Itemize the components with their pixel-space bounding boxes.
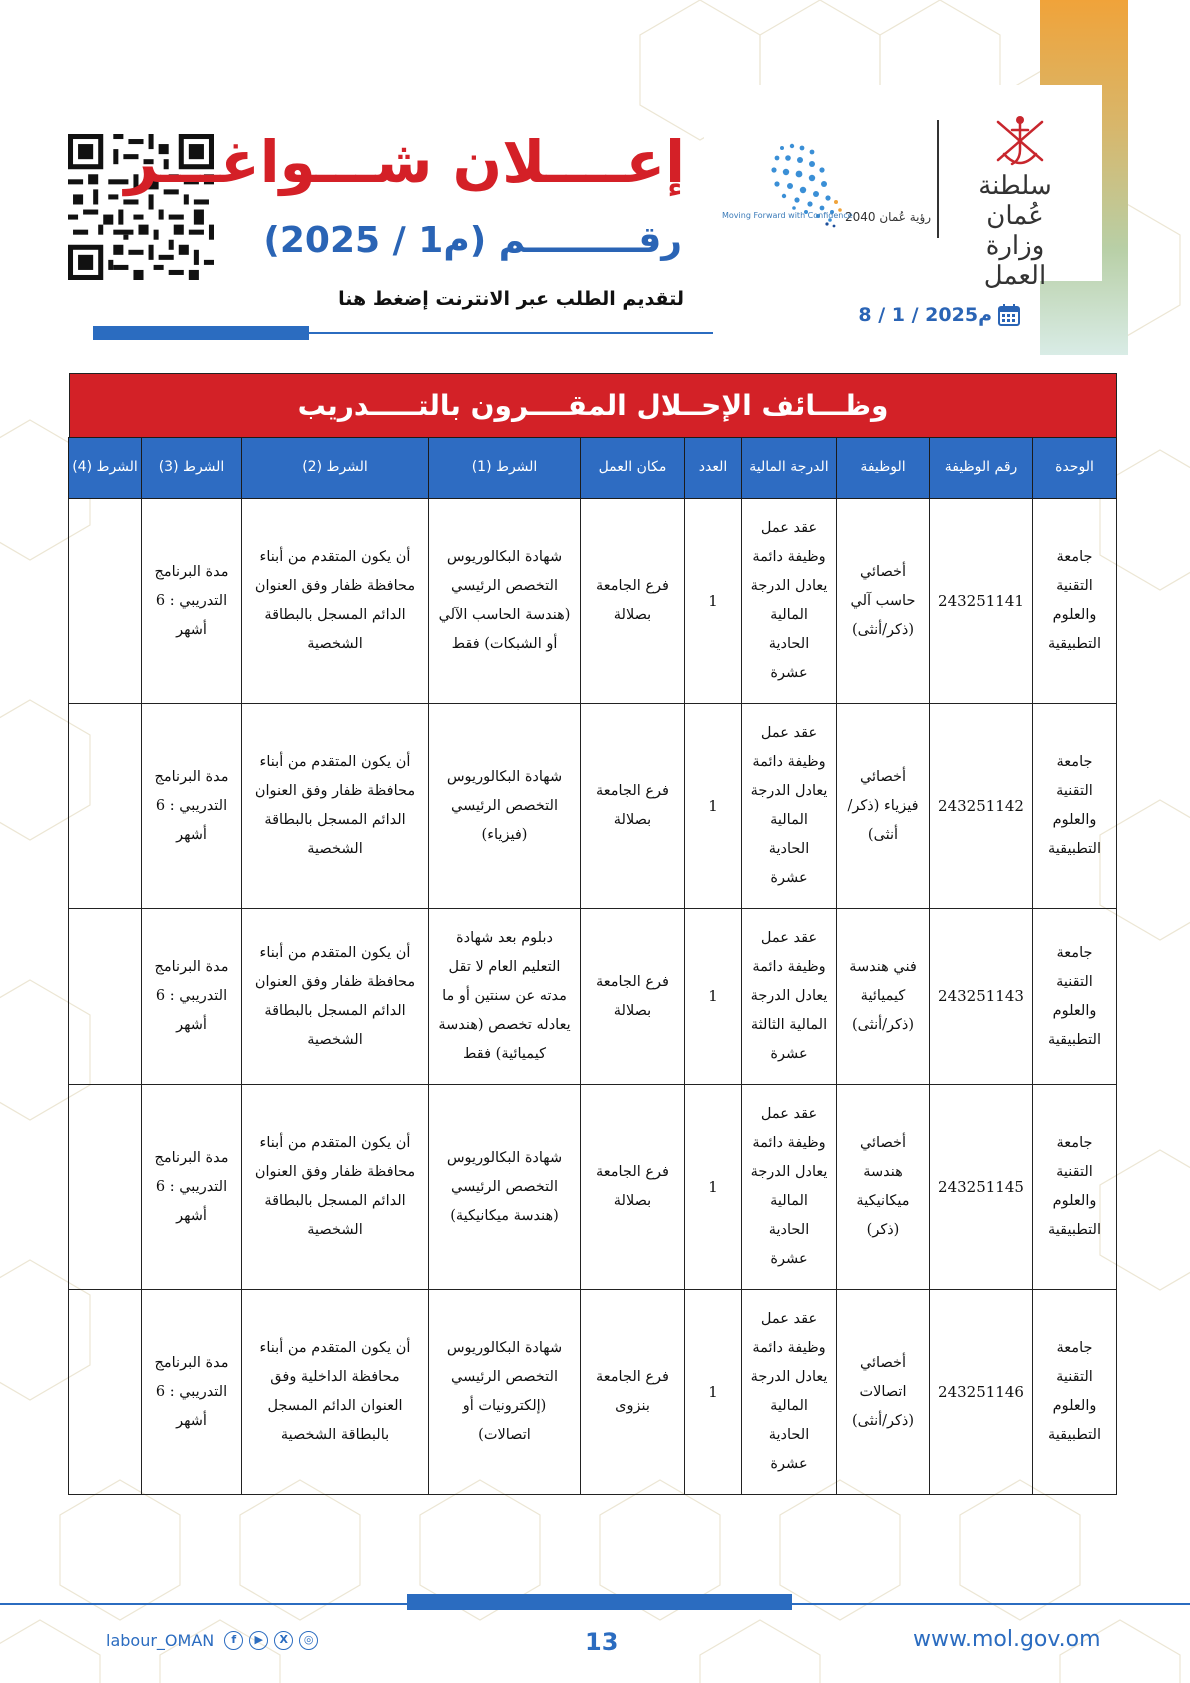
cell-workplace: فرع الجامعة بصلالة (581, 499, 685, 704)
cell-condition-2: أن يكون المتقدم من أبناء محافظة ظفار وفق العنوان الدائم المسجل بالبطاقة الشخصية (242, 704, 429, 909)
website-link[interactable]: www.mol.gov.om (913, 1627, 1101, 1652)
cell-condition-1: شهادة البكالوريوس التخصص الرئيسي (إلكترونيات أو اتصالات) (429, 1290, 581, 1495)
table-row (69, 704, 1117, 909)
table-row (69, 499, 1117, 704)
col-header-unit: الوحدة (1033, 438, 1117, 499)
ministry-line-2: وزارة العمل (983, 230, 1047, 291)
cell-unit: جامعة التقنية والعلوم التطبيقية (1033, 1085, 1117, 1290)
cell-unit: جامعة التقنية والعلوم التطبيقية (1033, 704, 1117, 909)
social-links (106, 1631, 318, 1650)
cell-grade: عقد عمل وظيفة دائمة يعادل الدرجة المالية الحادية عشرة (742, 1290, 837, 1495)
cell-grade: عقد عمل وظيفة دائمة يعادل الدرجة المالية الحادية عشرة (742, 499, 837, 704)
cell-condition-3: مدة البرنامج التدريبي : 6 أشهر (142, 1290, 242, 1495)
cell-condition-3: مدة البرنامج التدريبي : 6 أشهر (142, 1085, 242, 1290)
page-number: 13 (585, 1628, 619, 1656)
cell-condition-2: أن يكون المتقدم من أبناء محافظة الداخلية وفق العنوان الدائم المسجل بالبطاقة الشخصية (242, 1290, 429, 1495)
date-block (858, 304, 1020, 326)
cell-condition-4 (69, 909, 142, 1085)
cell-job-number: 243251143 (930, 909, 1033, 1085)
apply-online-link[interactable]: لتقديم الطلب عبر الانترنت إضغط هنا (338, 288, 684, 310)
table-row (69, 1085, 1117, 1290)
table-row (69, 909, 1117, 1085)
cell-count: 1 (685, 909, 742, 1085)
cell-job-number: 243251142 (930, 704, 1033, 909)
instagram-icon[interactable]: ◎ (299, 1631, 318, 1650)
cell-job: أخصائي حاسب آلي (ذكر/أنثى) (837, 499, 930, 704)
cell-job-number: 243251141 (930, 499, 1033, 704)
cell-unit: جامعة التقنية والعلوم التطبيقية (1033, 909, 1117, 1085)
oman-emblem (990, 112, 1050, 174)
calendar-icon (998, 304, 1020, 326)
announcement-number: رقـــــــــم (م1 / 2025) (263, 220, 682, 261)
col-header-condition-3: الشرط (3) (142, 438, 242, 499)
announcement-title: إعــــلان شـــواغـــر (124, 128, 685, 196)
cell-job: فني هندسة كيميائية (ذكر/أنثى) (837, 909, 930, 1085)
facebook-icon[interactable]: f (224, 1631, 243, 1650)
cell-workplace: فرع الجامعة بنزوى (581, 1290, 685, 1495)
ministry-line-1: سلطنة عُمان (978, 171, 1052, 231)
cell-condition-2: أن يكون المتقدم من أبناء محافظة ظفار وفق العنوان الدائم المسجل بالبطاقة الشخصية (242, 1085, 429, 1290)
cell-condition-1: دبلوم بعد شهادة التعليم العام لا تقل مدته عن سنتين أو ما يعادله تخصص (هندسة كيميائية) فقط (429, 909, 581, 1085)
cell-count: 1 (685, 499, 742, 704)
x-icon[interactable]: X (274, 1631, 293, 1650)
col-header-job-number: رقم الوظيفة (930, 438, 1033, 499)
col-header-condition-4: الشرط (4) (69, 438, 142, 499)
table-title: وظـــائف الإحــلال المقــــرون بالتـــــدريب (69, 373, 1117, 437)
cell-condition-3: مدة البرنامج التدريبي : 6 أشهر (142, 499, 242, 704)
table-row (69, 1290, 1117, 1495)
moving-forward-label: Moving Forward with Confidence (722, 211, 853, 220)
announcement-date: 8 / 1 / 2025م (858, 304, 992, 326)
cell-condition-4 (69, 1290, 142, 1495)
cell-grade: عقد عمل وظيفة دائمة يعادل الدرجة المالية الحادية عشرة (742, 704, 837, 909)
col-header-job: الوظيفة (837, 438, 930, 499)
cell-grade: عقد عمل وظيفة دائمة يعادل الدرجة المالية الثالثة عشرة (742, 909, 837, 1085)
cell-condition-1: شهادة البكالوريوس التخصص الرئيسي (فيزياء) (429, 704, 581, 909)
cell-condition-4 (69, 499, 142, 704)
cell-grade: عقد عمل وظيفة دائمة يعادل الدرجة المالية الحادية عشرة (742, 1085, 837, 1290)
col-header-grade: الدرجة المالية (742, 438, 837, 499)
cell-job: أخصائي اتصالات (ذكر/أنثى) (837, 1290, 930, 1495)
cell-condition-2: أن يكون المتقدم من أبناء محافظة ظفار وفق العنوان الدائم المسجل بالبطاقة الشخصية (242, 499, 429, 704)
vacancies-table (68, 437, 1117, 1495)
cell-count: 1 (685, 1290, 742, 1495)
cell-unit: جامعة التقنية والعلوم التطبيقية (1033, 1290, 1117, 1495)
vacancies-table-block (69, 373, 1117, 1495)
cell-job: أخصائي فيزياء (ذكر/ أنثى) (837, 704, 930, 909)
col-header-condition-1: الشرط (1) (429, 438, 581, 499)
col-header-workplace: مكان العمل (581, 438, 685, 499)
cell-unit: جامعة التقنية والعلوم التطبيقية (1033, 499, 1117, 704)
cell-count: 1 (685, 1085, 742, 1290)
vision-2040-logo (722, 136, 922, 246)
cell-condition-2: أن يكون المتقدم من أبناء محافظة ظفار وفق العنوان الدائم المسجل بالبطاقة الشخصية (242, 909, 429, 1085)
footer-bar (407, 1594, 792, 1610)
title-underline-thin (309, 332, 713, 334)
col-header-condition-2: الشرط (2) (242, 438, 429, 499)
title-underline-thick (93, 326, 309, 340)
cell-job-number: 243251146 (930, 1290, 1033, 1495)
logo-divider (937, 120, 939, 238)
youtube-icon[interactable]: ▶ (249, 1631, 268, 1650)
cell-workplace: فرع الجامعة بصلالة (581, 1085, 685, 1290)
cell-workplace: فرع الجامعة بصلالة (581, 704, 685, 909)
cell-condition-3: مدة البرنامج التدريبي : 6 أشهر (142, 704, 242, 909)
cell-job-number: 243251145 (930, 1085, 1033, 1290)
ministry-name (955, 172, 1075, 292)
cell-condition-1: شهادة البكالوريوس التخصص الرئيسي (هندسة الحاسب الآلي أو الشبكات) فقط (429, 499, 581, 704)
vision-2040-label: رؤية عُمان 2040 (845, 210, 932, 224)
cell-condition-4 (69, 1085, 142, 1290)
cell-count: 1 (685, 704, 742, 909)
social-handle[interactable]: labour_OMAN (106, 1631, 215, 1650)
cell-workplace: فرع الجامعة بصلالة (581, 909, 685, 1085)
cell-condition-3: مدة البرنامج التدريبي : 6 أشهر (142, 909, 242, 1085)
table-header-row (69, 438, 1117, 499)
cell-condition-4 (69, 704, 142, 909)
cell-condition-1: شهادة البكالوريوس التخصص الرئيسي (هندسة ميكانيكية) (429, 1085, 581, 1290)
col-header-count: العدد (685, 438, 742, 499)
cell-job: أخصائي هندسة ميكانيكية (ذكر) (837, 1085, 930, 1290)
